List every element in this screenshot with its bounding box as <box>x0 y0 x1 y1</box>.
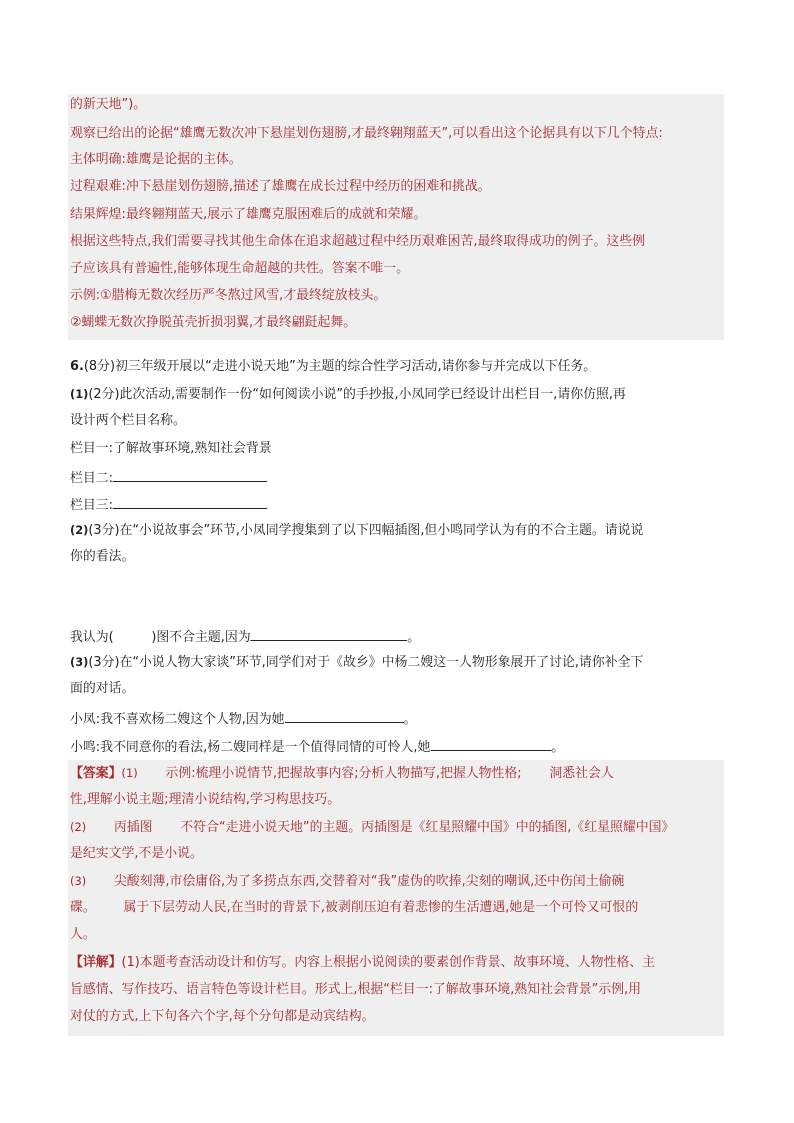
question-intro-text: (8分)初三年级开展以“走进小说天地”为主题的综合性学习活动,请你参与并完成以下任务。 <box>83 359 597 374</box>
answer-line-7: 人。 <box>70 927 96 942</box>
dialogue-ming <box>70 736 724 757</box>
dialogue-ming-period: 。 <box>551 740 565 755</box>
column-3-label: 栏目三: <box>70 498 113 513</box>
dialogue-feng-blank[interactable] <box>285 708 404 723</box>
prev-answer-line-4: 结果辉煌:最终翱翔蓝天,展示了雄鹰克服困难后的成就和荣耀。 <box>70 207 427 222</box>
part-2-line-2: 你的看法。 <box>70 549 135 564</box>
answer-line-1 <box>70 764 724 783</box>
part-2-reason-blank[interactable] <box>251 626 408 641</box>
detail-text-1: (1)本题考查活动设计和仿写。内容上根据小说阅读的要素创作背景、故事环境、人物性格、主 <box>121 955 656 970</box>
answer-3-text-b: 碟。 <box>70 900 96 915</box>
answer-1-number: (1) <box>121 766 138 780</box>
detail-line-3: 对仗的方式,上下句各六个字,每个分句都是动宾结构。 <box>70 1009 375 1024</box>
answer-3-text: 尖酸刻薄,市侩庸俗,为了多捞点东西,交替着对“我”虚伪的吹捧,尖刻的嘲讽,还中伤闰土偷碗 <box>113 874 625 889</box>
column-2-answer-blank[interactable] <box>113 467 268 482</box>
detail-line-2: 旨感情、写作技巧、语言特色等设计栏目。形式上,根据“栏目一:了解故事环境,熟知社会背景”示例,用 <box>70 982 642 997</box>
answer-2-text-a: 丙插图 <box>113 820 153 835</box>
part-2-answer-row <box>70 626 724 647</box>
part-2-answer-prefix: 我认为( <box>70 630 114 645</box>
question-number: 6. <box>70 359 84 374</box>
part-2-answer-mid: )图不合主题,因为 <box>151 630 251 645</box>
part-2-line-1 <box>70 521 724 540</box>
answer-line-2: 性,理解小说主题;理清小说结构,学习构思技巧。 <box>70 792 341 807</box>
dialogue-ming-blank[interactable] <box>430 736 551 751</box>
answer-line-5 <box>70 872 724 891</box>
answer-3-text-c: 属于下层劳动人民,在当时的背景下,被剥削压迫有着悲惨的生活遭遇,她是一个可怜又可恨的 <box>123 900 639 915</box>
prev-answer-line-0: 的新天地”)。 <box>70 97 147 112</box>
part-3-text: (3分)在“小说人物大家谈”环节,同学们对于《故乡》中杨二嫂这一人物形象展开了讨论,请你补全下 <box>88 655 644 670</box>
part-1-text: (2分)此次活动,需要制作一份“如何阅读小说”的手抄报,小凤同学已经设计出栏目一,请你仿照,再 <box>88 387 626 402</box>
detail-tag: 【详解】 <box>70 955 122 970</box>
part-2-number: (2) <box>70 523 89 537</box>
prev-answer-line-5: 根据这些特点,我们需要寻找其他生命体在追求超越过程中经历艰难困苦,最终取得成功的例子。这些例 <box>70 234 645 249</box>
answer-3-number: (3) <box>70 874 87 888</box>
answer-2-number: (2) <box>70 820 87 834</box>
prev-answer-line-1: 观察已给出的论据“雄鹰无数次冲下悬崖划伤翅膀,才最终翱翔蓝天”,可以看出这个论据具有以下几个特点: <box>70 126 663 141</box>
answer-2-text-b: 不符合“走进小说天地”的主题。丙插图是《红星照耀中国》中的插图,《红星照耀中国》 <box>180 820 675 835</box>
prev-answer-line-8: ②蝴蝶无数次挣脱茧壳折损羽翼,才最终翩跹起舞。 <box>70 315 357 330</box>
dialogue-feng <box>70 708 724 729</box>
prev-answer-line-2: 主体明确:雄鹰是论据的主体。 <box>70 152 242 167</box>
part-2-answer-end: 。 <box>407 630 421 645</box>
dialogue-ming-text: 小鸣:我不同意你的看法,杨二嫂同样是一个值得同情的可怜人,她 <box>70 740 431 755</box>
prev-answer-line-6: 子应该具有普遍性,能够体现生命超越的共性。答案不唯一。 <box>70 261 410 276</box>
part-3-line-2: 面的对话。 <box>70 681 135 696</box>
part-1-line-1 <box>70 385 724 404</box>
column-1-example: 栏目一:了解故事环境,熟知社会背景 <box>70 441 272 456</box>
answer-1-text-a: 示例:梳理小说情节,把握故事内容;分析人物描写,把握人物性格; <box>165 766 522 781</box>
part-1-number: (1) <box>70 387 89 401</box>
part-3-number: (3) <box>70 655 89 669</box>
answer-1-text-b: 洞悉社会人 <box>549 766 614 781</box>
part-1-line-2: 设计两个栏目名称。 <box>70 413 186 428</box>
column-3-row <box>70 494 724 515</box>
dialogue-feng-text: 小凤:我不喜欢杨二嫂这个人物,因为她 <box>70 712 285 727</box>
part-2-text: (3分)在“小说故事会”环节,小凤同学搜集到了以下四幅插图,但小鸣同学认为有的不合主题。请说说 <box>88 523 644 538</box>
column-2-row <box>70 467 724 488</box>
prev-answer-line-7: 示例:①腊梅无数次经历严冬熬过风雪,才最终绽放枝头。 <box>70 288 387 303</box>
prev-answer-line-3: 过程艰难:冲下悬崖划伤翅膀,描述了雄鹰在成长过程中经历的困难和挑战。 <box>70 179 491 194</box>
answer-tag: 【答案】 <box>70 766 122 781</box>
question-6-intro <box>70 358 724 376</box>
answer-line-6 <box>70 899 724 917</box>
detail-line-1 <box>70 954 724 972</box>
answer-line-3 <box>70 818 724 837</box>
dialogue-feng-period: 。 <box>403 712 417 727</box>
answer-line-4: 是纪实文学,不是小说。 <box>70 846 203 861</box>
column-3-answer-blank[interactable] <box>113 494 268 509</box>
column-2-label: 栏目二: <box>70 471 113 486</box>
part-3-line-1 <box>70 653 724 672</box>
